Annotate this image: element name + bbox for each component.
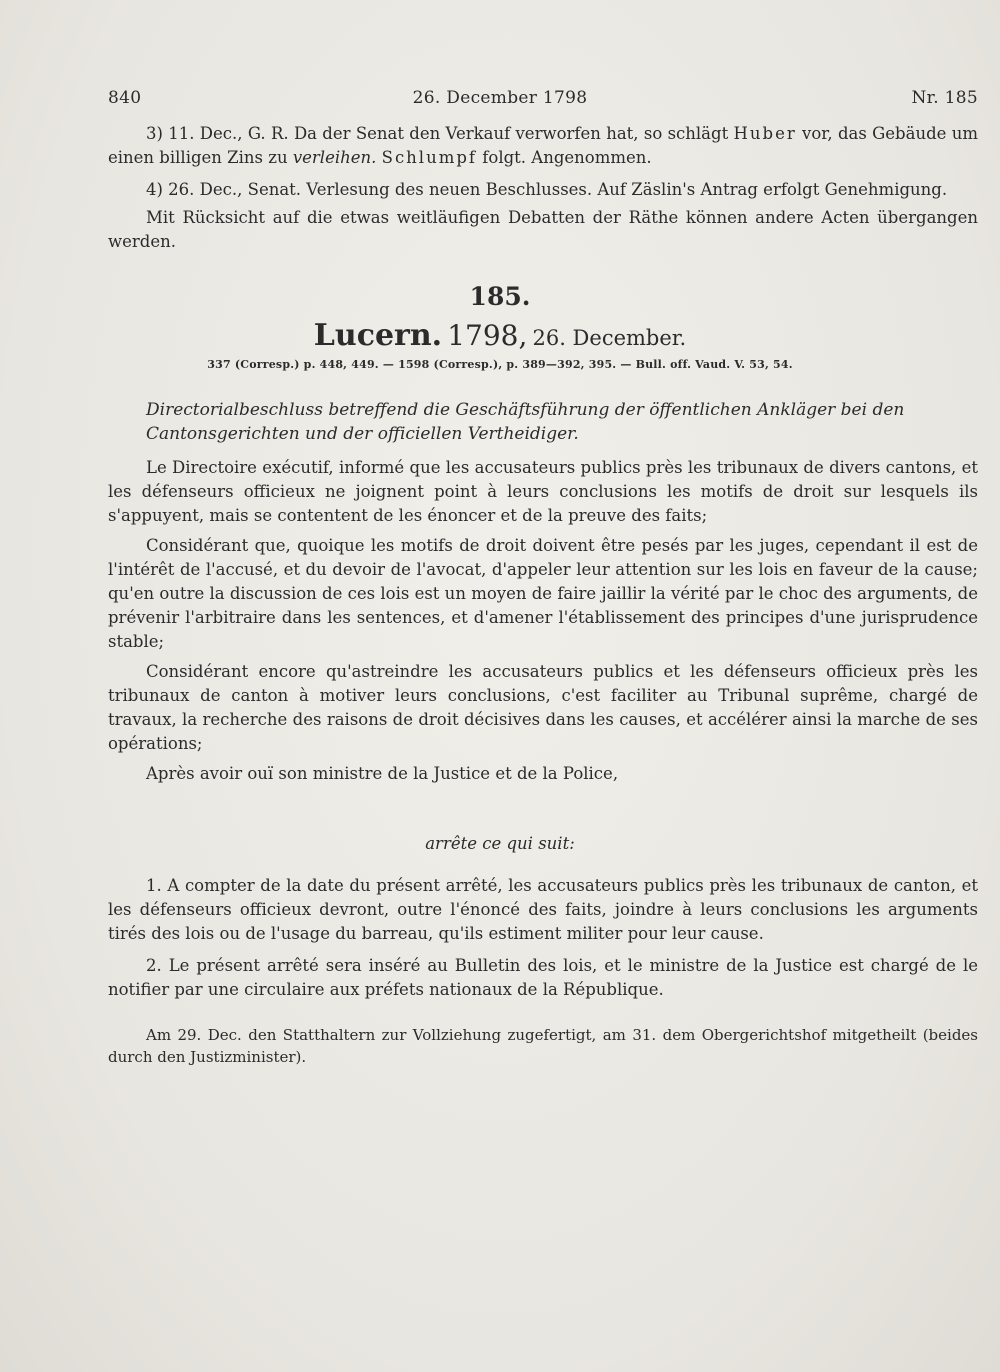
entry-year: 1798, <box>447 319 528 352</box>
editorial-note: Mit Rücksicht auf die etwas weitläufigen Debatten der Räthe können andere Acten übergangen werden. <box>108 208 978 251</box>
paragraph-considerant-1: Considérant que, quoique les motifs de droit doivent être pesés par les juges, cependant il est de l'intérêt de l'accusé, et du devoir de l'avocat, d'appeler leur attention sur les lois en faveur de la cause; qu'en outre la discussion de ces lois est un moyen de faire jaillir la vérité par le choc des arguments, de prévenir l'arbitraire dans les sentences, et d'amener l'établissement des principes d'une jurisprudence stable; <box>108 536 978 651</box>
person-name: Huber <box>733 124 797 143</box>
decree-title: Directorialbeschluss betreffend die Geschäftsführung der öffentlichen Ankläger bei den Cantonsgerichten und der officiellen Vertheidiger. <box>146 400 905 444</box>
person-name: Schlumpf <box>381 148 478 167</box>
page-number: 840 <box>108 88 142 108</box>
closing-note: Am 29. Dec. den Statthaltern zur Vollziehung zugefertigt, am 31. dem Obergerichtshof mitgetheilt (beides durch den Justizminister). <box>108 1026 978 1066</box>
source-references: 337 (Corresp.) p. 448, 449. — 1598 (Corresp.), p. 389—392, 395. — Bull. off. Vaud. V. 53, 54. <box>207 358 793 371</box>
entry-date: 26. December. <box>532 326 687 350</box>
entry-item-4: 4) 26. Dec., Senat. Verlesung des neuen Beschlusses. Auf Zäslin's Antrag erfolgt Genehmigung. <box>146 180 948 199</box>
article-2: 2. Le présent arrêté sera inséré au Bulletin des lois, et le ministre de la Justice est chargé de le notifier par une circulaire aux préfets nationaux de la République. <box>108 956 978 999</box>
previous-entries <box>108 122 978 254</box>
decree-body <box>108 456 978 786</box>
article-1: 1. A compter de la date du présent arrêté, les accusateurs publics près les tribunaux de canton, et les défenseurs officieux devront, outre l'énoncé des faits, joindre à leurs conclusions les arguments tirés des lois ou de l'usage du barreau, qu'ils estiment militer pour leur cause. <box>108 876 978 943</box>
paragraph-considerant-2: Considérant encore qu'astreindre les accusateurs publics et les défenseurs officieux près les tribunaux de canton à motiver leurs conclusions, c'est faciliter au Tribunal suprême, chargé de travaux, la recherche des raisons de droit décisives dans les causes, et accélérer ainsi la marche de ses opérations; <box>108 662 978 753</box>
running-date: 26. December 1798 <box>412 88 588 108</box>
entry-number: 185. <box>469 282 531 311</box>
articles <box>108 874 978 1002</box>
paragraph-apres-avoir: Après avoir ouï son ministre de la Justice et de la Police, <box>146 764 619 783</box>
entry-item-3: 3) 11. Dec., G. R. Da der Senat den Verkauf verworfen hat, so schlägt Huber vor, das Gebäude um einen billigen Zins zu verleihen. Schlumpf folgt. Angenommen. <box>108 124 978 167</box>
entry-city: Lucern. <box>313 318 443 353</box>
document-number: Nr. 185 <box>911 88 978 108</box>
entry-place-date <box>0 318 1000 353</box>
paragraph-informe: Le Directoire exécutif, informé que les accusateurs publics près les tribunaux de divers cantons, et les défenseurs officieux ne joignent point à leurs conclusions les motifs de droit sur lesquels ils s'appuyent, mais se contentent de les énoncer et de la preuve des faits; <box>108 458 978 525</box>
arrete-heading: arrête ce qui suit: <box>425 834 575 853</box>
